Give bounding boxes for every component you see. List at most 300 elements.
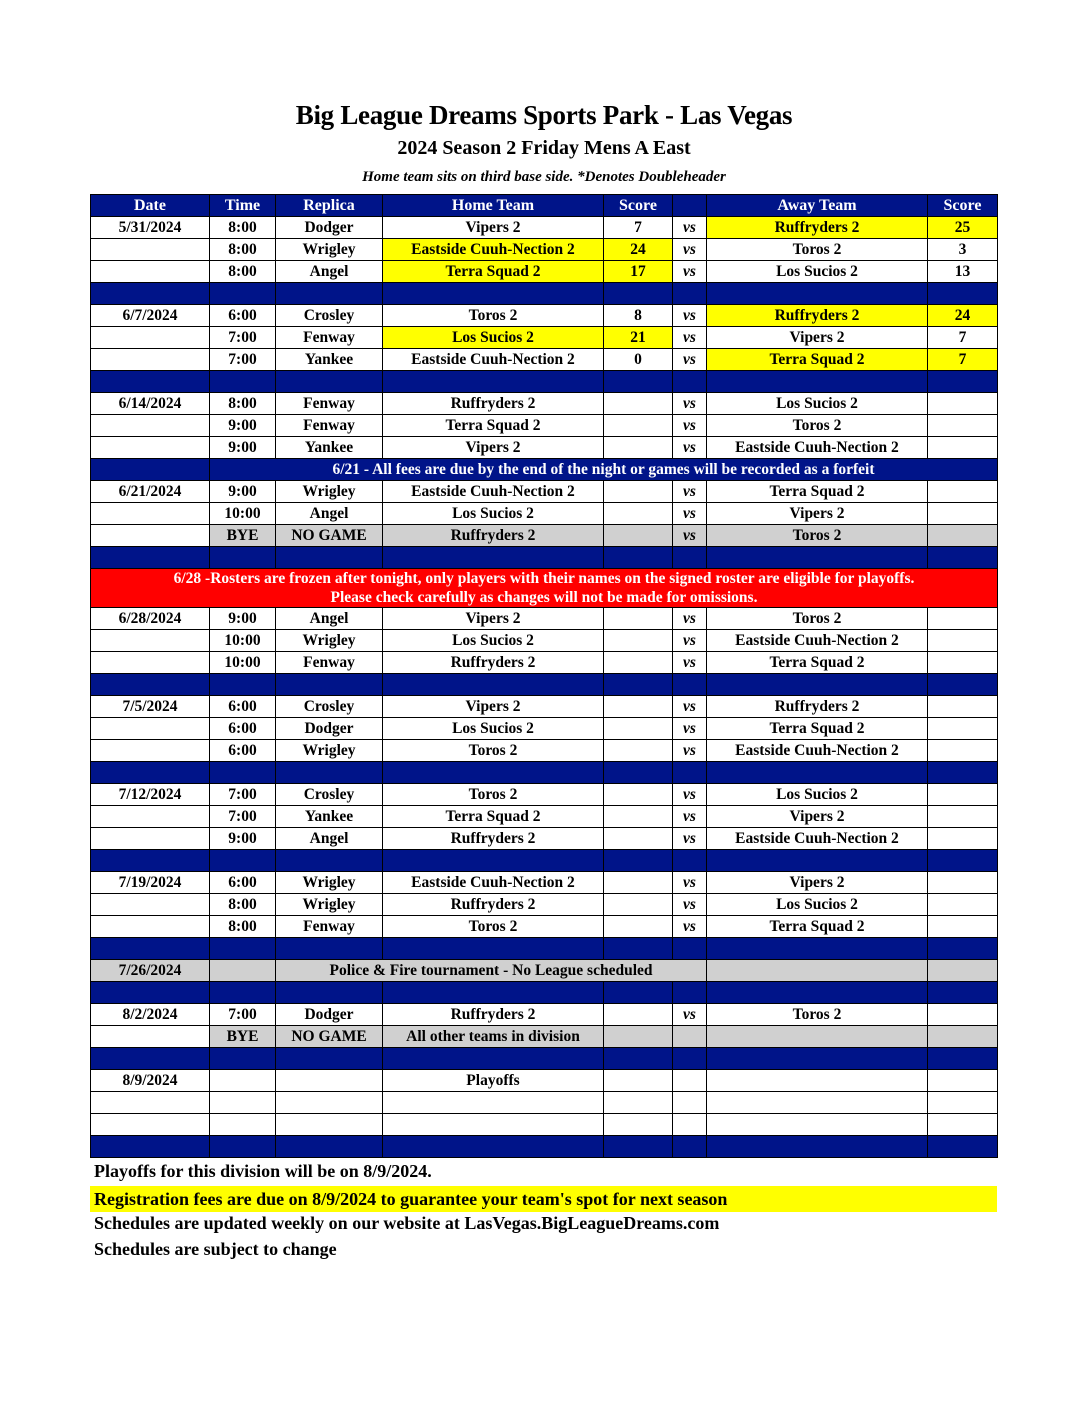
separator-cell [928,547,998,569]
away-score [928,960,998,982]
home-team: Toros 2 [383,305,604,327]
separator-row [91,371,998,393]
replica-field: Fenway [276,652,383,674]
separator-cell [707,850,928,872]
separator-cell [276,547,383,569]
separator-cell [383,547,604,569]
vs-label: vs [673,718,707,740]
vs-label: vs [673,652,707,674]
separator-cell [210,547,276,569]
away-team: Ruffryders 2 [707,696,928,718]
footer-disclaimer: Schedules are subject to change [94,1239,337,1259]
replica-field: Wrigley [276,481,383,503]
game-date [91,327,210,349]
separator-row [91,283,998,305]
separator-cell [276,1136,383,1158]
fee-notice: 6/21 - All fees are due by the end of the night or games will be recorded as a forfeit [210,459,998,481]
notice-row [91,459,998,481]
home-score [604,393,673,415]
replica-field: Angel [276,828,383,850]
blank-row [91,1114,998,1136]
home-team: Ruffryders 2 [383,1004,604,1026]
separator-cell [383,982,604,1004]
game-row [91,503,998,525]
separator-cell [604,982,673,1004]
separator-cell [383,762,604,784]
game-date [91,239,210,261]
game-row [91,217,998,239]
col-header-replica: Replica [276,195,383,217]
game-time: 9:00 [210,415,276,437]
away-team: Los Sucios 2 [707,261,928,283]
roster-warning-line2: Please check carefully as changes will not be made for omissions. [330,589,758,606]
vs-label: vs [673,740,707,762]
page-subtitle: 2024 Season 2 Friday Mens A East [397,137,691,159]
home-score: 24 [604,239,673,261]
separator-cell [928,762,998,784]
vs-label: vs [673,630,707,652]
game-time: 6:00 [210,740,276,762]
vs-label: vs [673,872,707,894]
away-team: Eastside Cuuh-Nection 2 [707,740,928,762]
vs-label: vs [673,217,707,239]
separator-cell [276,1048,383,1070]
separator-cell [276,938,383,960]
separator-cell [210,283,276,305]
separator-cell [928,982,998,1004]
game-time: 8:00 [210,261,276,283]
vs-label: vs [673,828,707,850]
separator-cell [276,283,383,305]
separator-row [91,850,998,872]
separator-cell [673,1048,707,1070]
footer-playoffs: Playoffs for this division will be on 8/9/2024. [94,1161,432,1181]
away-team: Toros 2 [707,415,928,437]
game-time: 6:00 [210,872,276,894]
game-row [91,740,998,762]
home-team: Vipers 2 [383,696,604,718]
home-score: 8 [604,305,673,327]
separator-cell [91,938,210,960]
home-score [604,503,673,525]
playoffs-label: Playoffs [383,1070,604,1092]
separator-cell [91,371,210,393]
away-team [707,1070,928,1092]
game-time: 8:00 [210,393,276,415]
game-row [91,393,998,415]
blank-cell [210,1114,276,1136]
game-date [91,349,210,371]
game-time: 9:00 [210,828,276,850]
away-team: Terra Squad 2 [707,481,928,503]
separator-row [91,547,998,569]
replica-field: Dodger [276,217,383,239]
away-team: Los Sucios 2 [707,894,928,916]
separator-row [91,938,998,960]
home-score [604,1026,673,1048]
blank-cell [707,1114,928,1136]
separator-cell [707,762,928,784]
replica-field: Crosley [276,784,383,806]
away-team: Toros 2 [707,1004,928,1026]
game-date: 6/7/2024 [91,305,210,327]
away-score: 7 [928,327,998,349]
game-date: 6/28/2024 [91,608,210,630]
separator-cell [673,982,707,1004]
roster-warning-row [91,569,998,608]
game-row [91,718,998,740]
blank-cell [673,1092,707,1114]
home-team: Vipers 2 [383,608,604,630]
away-team: Vipers 2 [707,872,928,894]
vs-label: vs [673,261,707,283]
bye-row [91,1026,998,1048]
separator-cell [210,1048,276,1070]
schedule-table [90,194,998,1158]
away-team: Vipers 2 [707,503,928,525]
vs-label: vs [673,525,707,547]
away-team: Vipers 2 [707,806,928,828]
away-team: Eastside Cuuh-Nection 2 [707,437,928,459]
vs-label: vs [673,239,707,261]
game-time: 7:00 [210,1004,276,1026]
away-team [707,960,928,982]
home-team: Los Sucios 2 [383,327,604,349]
home-score [604,1070,673,1092]
separator-cell [928,283,998,305]
home-team: Los Sucios 2 [383,718,604,740]
replica-field: Fenway [276,393,383,415]
game-time: 8:00 [210,894,276,916]
separator-cell [707,1048,928,1070]
separator-cell [928,674,998,696]
home-score: 21 [604,327,673,349]
home-team: Terra Squad 2 [383,806,604,828]
game-date: 8/2/2024 [91,1004,210,1026]
away-score [928,608,998,630]
separator-cell [928,1136,998,1158]
replica-field: Fenway [276,327,383,349]
home-score [604,872,673,894]
replica-field: Wrigley [276,894,383,916]
col-header-away-team: Away Team [707,195,928,217]
blank-cell [276,1092,383,1114]
away-score [928,1004,998,1026]
game-time: 10:00 [210,630,276,652]
blank-cell [276,1114,383,1136]
blank-cell [928,1092,998,1114]
away-score: 13 [928,261,998,283]
separator-cell [673,938,707,960]
game-date [91,652,210,674]
separator-row [91,1136,998,1158]
separator-cell [210,762,276,784]
away-score [928,481,998,503]
col-header-vs [673,195,707,217]
playoff-row [91,1070,998,1092]
replica-field: NO GAME [276,525,383,547]
separator-cell [604,547,673,569]
separator-cell [91,850,210,872]
replica-field: Wrigley [276,630,383,652]
away-team: Ruffryders 2 [707,305,928,327]
game-time: 7:00 [210,349,276,371]
vs-label: vs [673,305,707,327]
footer-registration: Registration fees are due on 8/9/2024 to guarantee your team's spot for next season [90,1186,997,1212]
away-score: 3 [928,239,998,261]
game-time: 6:00 [210,305,276,327]
away-score [928,393,998,415]
game-date: 8/9/2024 [91,1070,210,1092]
replica-field: Fenway [276,916,383,938]
away-team: Toros 2 [707,608,928,630]
game-time: 7:00 [210,784,276,806]
game-row [91,239,998,261]
separator-cell [276,850,383,872]
blank-cell [604,1092,673,1114]
separator-row [91,1048,998,1070]
separator-cell [210,1136,276,1158]
separator-cell [928,938,998,960]
away-team: Ruffryders 2 [707,217,928,239]
separator-cell [91,982,210,1004]
game-date [91,437,210,459]
blank-cell [383,1114,604,1136]
separator-cell [210,371,276,393]
separator-cell [604,1136,673,1158]
separator-cell [91,1048,210,1070]
blank-cell [928,1114,998,1136]
away-team: Terra Squad 2 [707,652,928,674]
separator-cell [673,547,707,569]
away-score [928,916,998,938]
home-team: All other teams in division [383,1026,604,1048]
vs-label: vs [673,481,707,503]
separator-cell [383,674,604,696]
home-score [604,740,673,762]
separator-cell [604,850,673,872]
home-team: Eastside Cuuh-Nection 2 [383,349,604,371]
home-team: Ruffryders 2 [383,652,604,674]
roster-warning [91,569,998,608]
game-row [91,305,998,327]
vs-label: vs [673,696,707,718]
game-date: 6/21/2024 [91,481,210,503]
separator-cell [928,371,998,393]
home-score: 7 [604,217,673,239]
game-row [91,437,998,459]
footer-website: Schedules are updated weekly on our website at LasVegas.BigLeagueDreams.com [94,1213,720,1233]
game-date: 7/12/2024 [91,784,210,806]
away-team: Eastside Cuuh-Nection 2 [707,828,928,850]
game-row [91,261,998,283]
replica-cell [276,1070,383,1092]
home-score: 17 [604,261,673,283]
home-score [604,718,673,740]
home-score [604,894,673,916]
separator-cell [673,1136,707,1158]
replica-field: Dodger [276,1004,383,1026]
game-time: 10:00 [210,503,276,525]
game-date [91,630,210,652]
game-date [91,828,210,850]
home-score [604,525,673,547]
vs-label [673,1026,707,1048]
home-score [604,784,673,806]
home-team: Eastside Cuuh-Nection 2 [383,481,604,503]
game-date [91,525,210,547]
blank-cell [210,1092,276,1114]
away-score [928,872,998,894]
away-team: Terra Squad 2 [707,349,928,371]
game-row [91,327,998,349]
away-score [928,828,998,850]
separator-cell [673,762,707,784]
separator-cell [210,982,276,1004]
home-score [604,481,673,503]
game-time: 9:00 [210,481,276,503]
separator-cell [604,371,673,393]
separator-row [91,982,998,1004]
time-cell [210,960,276,982]
blank-cell [707,1092,928,1114]
away-score [928,1026,998,1048]
separator-cell [707,982,928,1004]
col-header-away-score: Score [928,195,998,217]
home-team: Terra Squad 2 [383,415,604,437]
game-date: 6/14/2024 [91,393,210,415]
vs-label: vs [673,415,707,437]
replica-field: Crosley [276,696,383,718]
away-score [928,784,998,806]
away-score [928,718,998,740]
separator-cell [210,938,276,960]
game-row [91,696,998,718]
roster-warning-line1: 6/28 -Rosters are frozen after tonight, only players with their names on the signed roster are eligible for playoffs. [173,570,915,587]
home-score: 0 [604,349,673,371]
game-time: 9:00 [210,437,276,459]
separator-cell [707,547,928,569]
home-score [604,1004,673,1026]
game-row [91,1004,998,1026]
page-title: Big League Dreams Sports Park - Las Vegas [295,100,793,130]
home-score [604,608,673,630]
separator-cell [276,674,383,696]
separator-cell [707,371,928,393]
event-text: Police & Fire tournament - No League scheduled [276,960,707,982]
separator-cell [210,674,276,696]
schedule-note: Home team sits on third base side. *Denotes Doubleheader [362,169,726,185]
col-header-date: Date [91,195,210,217]
separator-cell [91,1136,210,1158]
separator-cell [673,283,707,305]
away-team: Terra Squad 2 [707,718,928,740]
separator-cell [383,371,604,393]
game-date [91,415,210,437]
time-cell [210,1070,276,1092]
away-score [928,525,998,547]
separator-cell [707,938,928,960]
game-date [91,503,210,525]
separator-cell [604,762,673,784]
game-date: 7/26/2024 [91,960,210,982]
game-date: 7/19/2024 [91,872,210,894]
home-score [604,806,673,828]
blank-cell [673,1114,707,1136]
game-row [91,784,998,806]
game-date [91,1026,210,1048]
away-score [928,415,998,437]
away-score [928,696,998,718]
replica-field: Dodger [276,718,383,740]
game-time: 8:00 [210,239,276,261]
separator-cell [604,283,673,305]
replica-field: Wrigley [276,740,383,762]
vs-label: vs [673,1004,707,1026]
game-time: 8:00 [210,217,276,239]
away-score: 24 [928,305,998,327]
replica-field: Yankee [276,349,383,371]
game-row [91,481,998,503]
separator-cell [276,371,383,393]
away-score [928,437,998,459]
home-score [604,437,673,459]
separator-cell [210,850,276,872]
away-score [928,806,998,828]
home-team: Toros 2 [383,916,604,938]
game-time: 6:00 [210,718,276,740]
blank-cell [604,1114,673,1136]
home-team: Ruffryders 2 [383,393,604,415]
replica-field: Yankee [276,437,383,459]
away-score: 25 [928,217,998,239]
separator-cell [673,674,707,696]
vs-label: vs [673,437,707,459]
away-team: Terra Squad 2 [707,916,928,938]
home-team: Ruffryders 2 [383,828,604,850]
vs-label: vs [673,608,707,630]
replica-field: Angel [276,503,383,525]
separator-cell [928,1048,998,1070]
away-team: Toros 2 [707,239,928,261]
game-row [91,608,998,630]
home-team: Eastside Cuuh-Nection 2 [383,872,604,894]
game-time: BYE [210,525,276,547]
home-team: Los Sucios 2 [383,630,604,652]
separator-cell [383,1048,604,1070]
game-time: 10:00 [210,652,276,674]
game-row [91,349,998,371]
home-team: Ruffryders 2 [383,525,604,547]
vs-label: vs [673,894,707,916]
replica-field: Fenway [276,415,383,437]
away-team: Eastside Cuuh-Nection 2 [707,630,928,652]
home-team: Vipers 2 [383,437,604,459]
vs-label: vs [673,784,707,806]
separator-cell [707,283,928,305]
home-team: Eastside Cuuh-Nection 2 [383,239,604,261]
away-score [928,894,998,916]
home-score [604,630,673,652]
event-row [91,960,998,982]
blank-cell [91,1092,210,1114]
home-score [604,652,673,674]
separator-cell [91,283,210,305]
blank-cell [383,1092,604,1114]
game-date [91,806,210,828]
replica-field: Crosley [276,305,383,327]
game-time: 7:00 [210,327,276,349]
